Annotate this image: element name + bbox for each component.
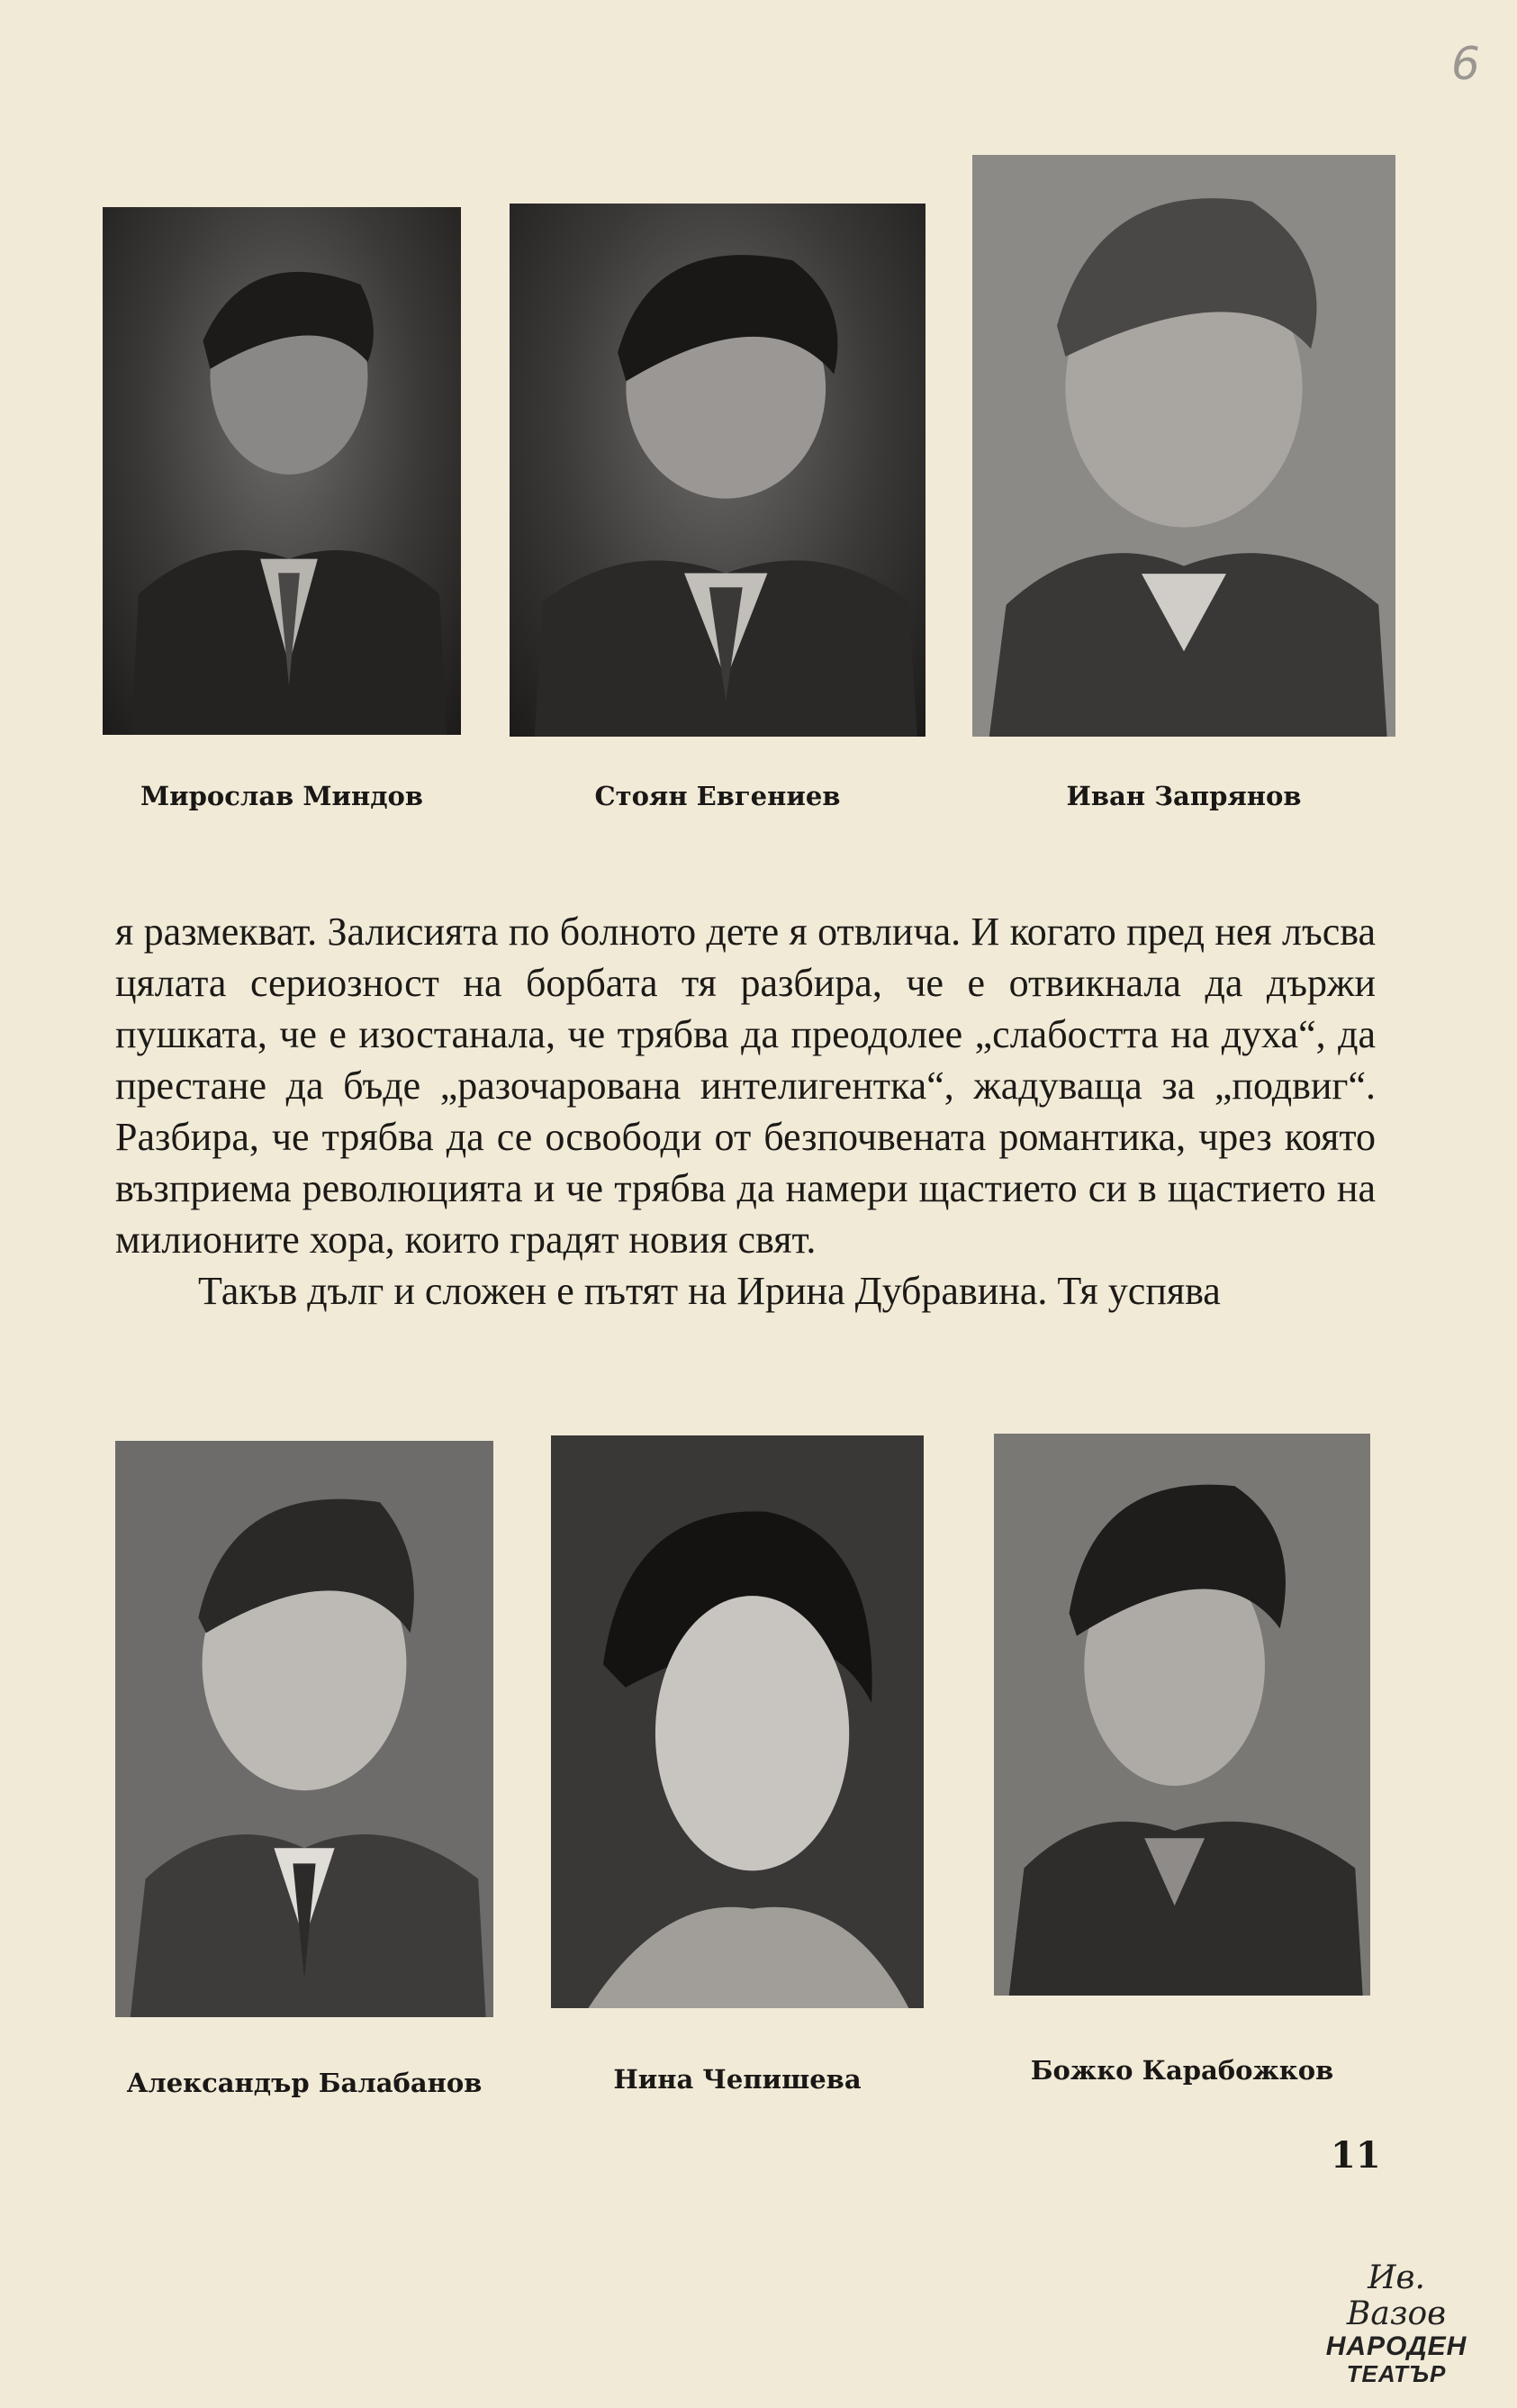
portrait-photo-6 <box>994 1434 1370 1996</box>
caption-photo-6: Божко Карабожков <box>1030 2055 1334 2086</box>
caption-photo-4: Александър Балабанов <box>126 2068 483 2098</box>
corner-handwritten-mark: 6 <box>1451 38 1480 90</box>
portrait-photo-2 <box>510 204 926 737</box>
caption-photo-2: Стоян Евгениев <box>594 781 841 811</box>
caption-photo-1: Мирослав Миндов <box>140 781 424 811</box>
logo-script: Ив. Вазов <box>1346 2259 1447 2332</box>
caption-photo-5: Нина Чепишева <box>613 2064 862 2095</box>
portrait-photo-5 <box>551 1435 924 2008</box>
portrait-photo-3 <box>972 155 1395 737</box>
portrait-photo-4 <box>115 1441 493 2017</box>
portrait-photo-1 <box>103 207 461 735</box>
paragraph-1: я размекват. Залисията по болното дете я отвлича. И когато пред нея лъсва цялата сериозност на борбата тя разбира, че е отвикнала да държи пушката, че е изостанала, че трябва да преодолее „слабостта на духа“, да престане да бъде „разочарована интелигентка“, жадуваща за „подвиг“. Разбира, че трябва да се освободи от безпочвената романтика, чрез която възприема революцията и че трябва да намери щастието си в щастието на милионите хора, които градят новия свят. <box>115 910 1376 1262</box>
paragraph-2: Такъв дълг и сложен е пътят на Ирина Дубравина. Тя успява <box>198 1269 1221 1313</box>
caption-photo-3: Иван Запрянов <box>1066 781 1302 811</box>
logo-line-2: ТЕАТЪР <box>1346 2360 1447 2387</box>
theatre-logo <box>1320 2259 1473 2387</box>
logo-line-1: НАРОДЕН <box>1325 2331 1467 2361</box>
page-number: 11 <box>1331 2134 1381 2177</box>
body-text <box>115 906 1376 1317</box>
